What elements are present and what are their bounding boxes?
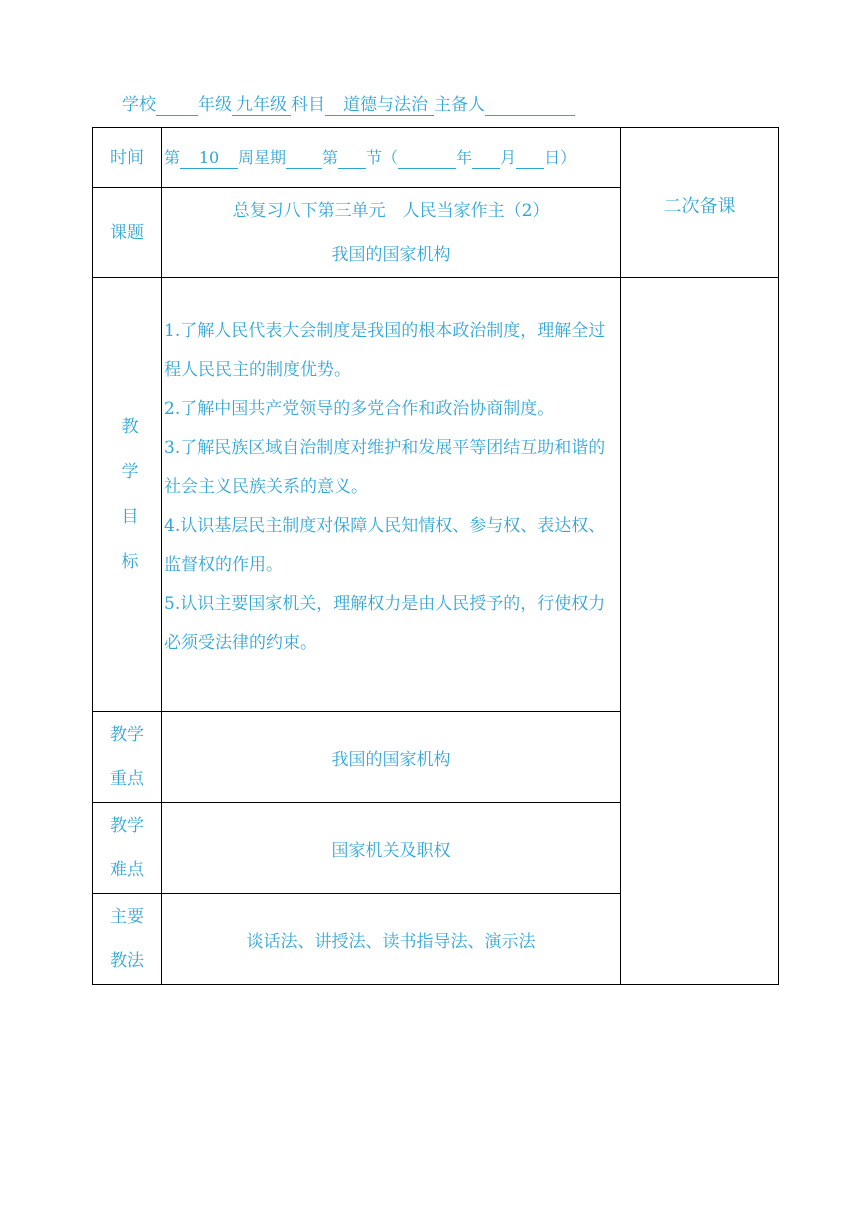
- methods-label-line: 教法: [110, 951, 144, 971]
- preparer-blank: [485, 95, 575, 116]
- goal-item: 5.认识主要国家机关，理解权力是由人民授予的，行使权力必须受法律的约束。: [164, 594, 606, 653]
- preparer-label: 主备人: [434, 95, 485, 115]
- goal-item: 3.了解民族区域自治制度对维护和发展平等团结互助和谐的社会主义民族关系的意义。: [164, 438, 606, 497]
- topic-value: [162, 188, 621, 278]
- goal-item: 1.了解人民代表大会制度是我国的根本政治制度，理解全过程人民民主的制度优势。: [164, 321, 606, 380]
- goals-list: [162, 278, 621, 712]
- lesson-plan-table: [92, 127, 779, 985]
- key-points-label-line: 重点: [110, 769, 144, 789]
- difficulty-value: 国家机关及职权: [162, 803, 621, 894]
- second-prep-area: [621, 278, 779, 985]
- difficulty-label-line: 难点: [110, 860, 144, 880]
- methods-value: 谈话法、讲授法、读书指导法、演示法: [162, 894, 621, 985]
- goals-label-char: 目: [121, 506, 139, 527]
- lesson-plan-header: [122, 94, 575, 116]
- goals-label: [93, 278, 162, 712]
- goal-item: 4.认识基层民主制度对保障人民知情权、参与权、表达权、监督权的作用。: [164, 516, 606, 575]
- key-points-label: [93, 712, 162, 803]
- goal-item: 2.了解中国共产党领导的多党合作和政治协商制度。: [164, 399, 555, 419]
- grade-label: 年级: [198, 95, 232, 115]
- time-yue: 月: [500, 147, 517, 167]
- time-row: [93, 128, 779, 188]
- topic-line-2: 我国的国家机构: [331, 244, 451, 265]
- school-label: 学校: [122, 95, 156, 115]
- school-blank: [156, 95, 198, 116]
- time-week-star: 周星期: [238, 147, 287, 167]
- difficulty-label: [93, 803, 162, 894]
- grade-value: 九年级: [232, 95, 291, 116]
- topic-label: 课题: [93, 188, 162, 278]
- time-nian: 年: [456, 147, 473, 167]
- time-di: 第: [164, 147, 181, 167]
- time-label: 时间: [93, 128, 162, 188]
- goals-label-char: 教: [121, 416, 139, 437]
- month-blank: [472, 148, 500, 169]
- year-blank: [398, 148, 456, 169]
- time-value: [162, 128, 621, 188]
- methods-label: [93, 894, 162, 985]
- difficulty-label-line: 教学: [110, 816, 144, 836]
- goals-row: [93, 278, 779, 712]
- key-points-value: 我国的国家机构: [162, 712, 621, 803]
- subject-label: 科目: [291, 95, 325, 115]
- time-di2: 第: [322, 147, 339, 167]
- week-number: 10: [180, 148, 238, 169]
- goals-label-char: 标: [121, 551, 139, 572]
- methods-label-line: 主要: [110, 907, 144, 927]
- goals-label-char: 学: [121, 461, 139, 482]
- weekday-blank: [286, 148, 322, 169]
- subject-value: 道德与法治: [325, 95, 434, 116]
- key-points-label-line: 教学: [110, 725, 144, 745]
- topic-line-1: 总复习八下第三单元 人民当家作主（2）: [232, 200, 550, 221]
- time-jie: 节（: [366, 147, 399, 167]
- time-ri: 日）: [544, 147, 577, 167]
- second-prep-label: 二次备课: [621, 128, 779, 278]
- day-blank: [516, 148, 544, 169]
- period-blank: [338, 148, 366, 169]
